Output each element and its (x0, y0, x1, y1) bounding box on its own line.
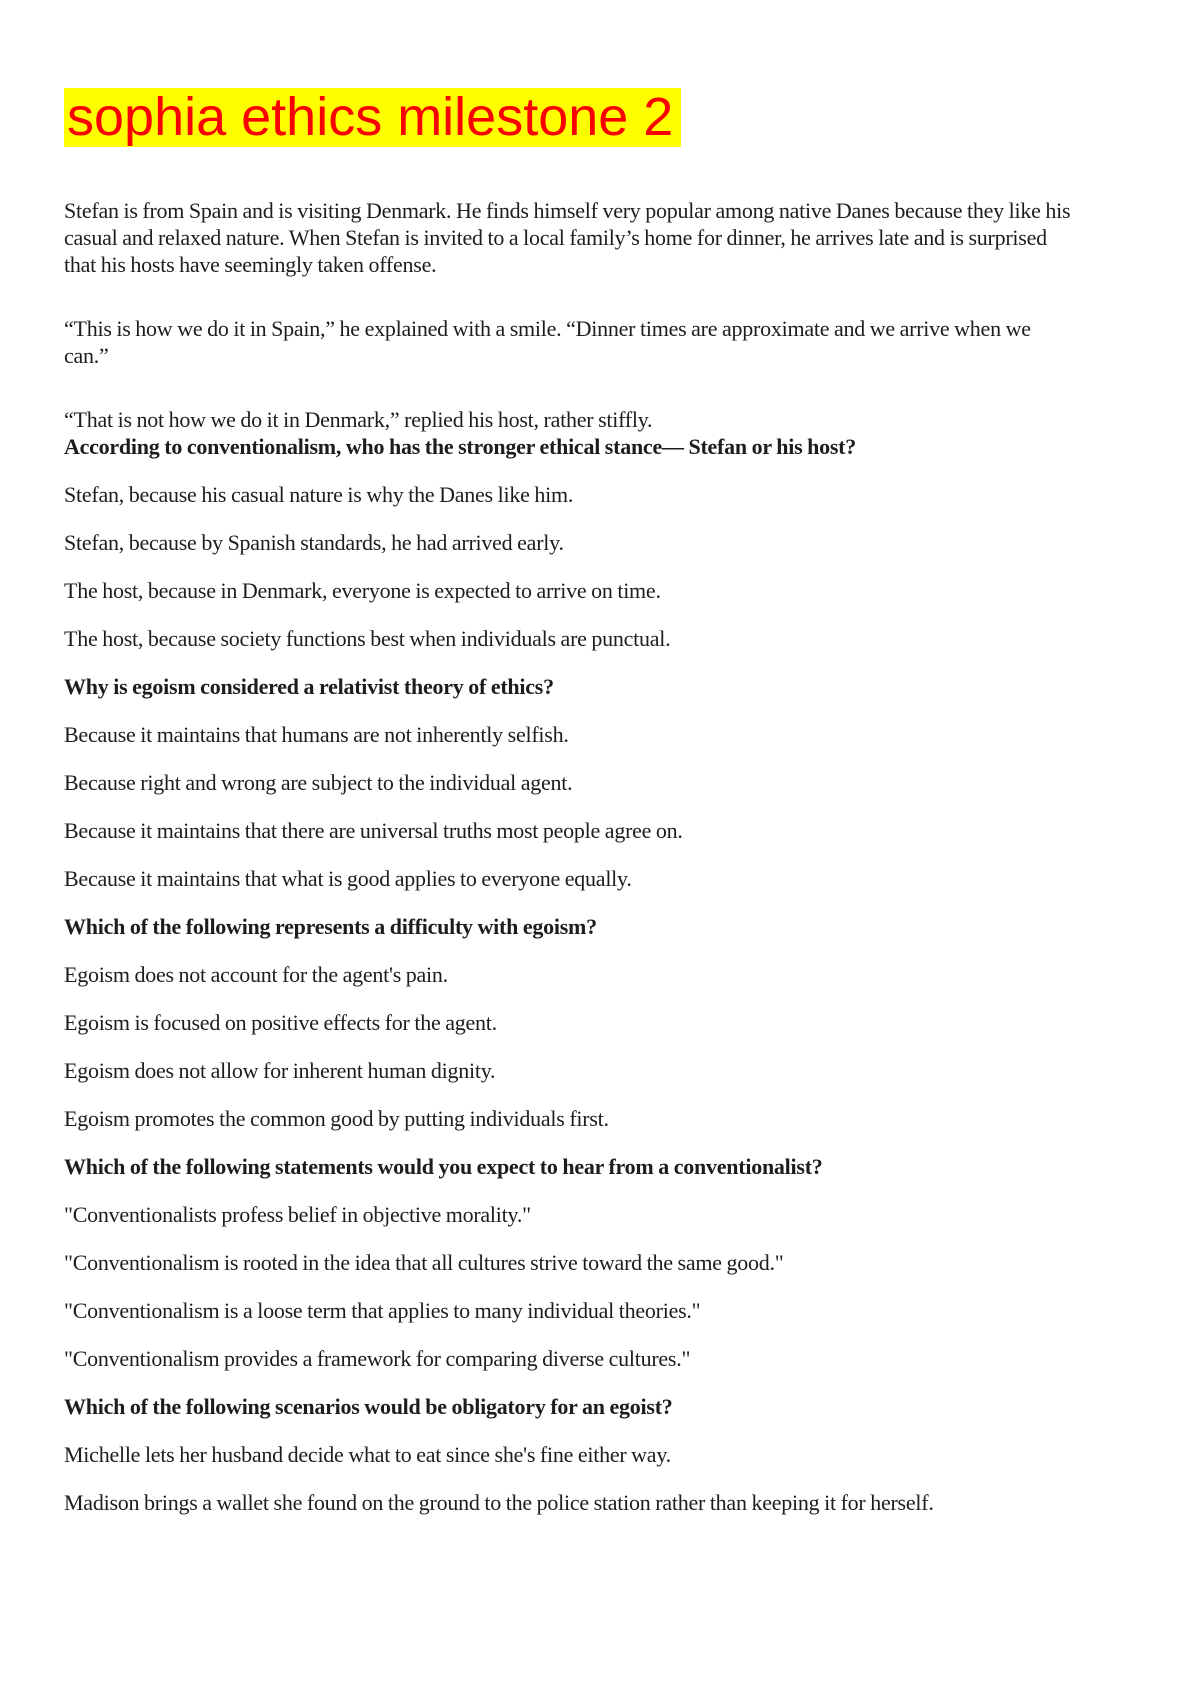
question-text: Which of the following scenarios would be obligatory for an egoist? (64, 1394, 673, 1419)
question-block-5 (64, 1393, 1074, 1516)
question-text: Which of the following represents a difficulty with egoism? (64, 914, 597, 939)
answer-option: Because right and wrong are subject to the individual agent. (64, 770, 573, 795)
question-text: Which of the following statements would you expect to hear from a conventionalist? (64, 1154, 823, 1179)
answer-option: Stefan, because by Spanish standards, he had arrived early. (64, 530, 564, 555)
question-text: According to conventionalism, who has the stronger ethical stance— Stefan or his host? (64, 434, 856, 459)
question-block-3 (64, 913, 1074, 1132)
question-block-4 (64, 1153, 1074, 1372)
page-title-highlighted-text: sophia ethics milestone 2 (64, 88, 681, 147)
answer-option: Stefan, because his casual nature is why the Danes like him. (64, 482, 574, 507)
answer-option: Because it maintains that there are universal truths most people agree on. (64, 818, 683, 843)
scenario-paragraph-3: “That is not how we do it in Denmark,” replied his host, rather stiffly. (64, 407, 653, 432)
answer-option: Egoism does not allow for inherent human dignity. (64, 1058, 496, 1083)
answer-option: Because it maintains that humans are not inherently selfish. (64, 722, 569, 747)
answer-option: Michelle lets her husband decide what to eat since she's fine either way. (64, 1442, 671, 1467)
document-content (64, 88, 1074, 1516)
scenario-paragraph-1: Stefan is from Spain and is visiting Denmark. He finds himself very popular among native Danes because they like his casual and relaxed nature. When Stefan is invited to a local family’s home for dinner, he arrives late and is surprised that his hosts have seemingly taken offense. (64, 198, 1071, 277)
question-block-2 (64, 673, 1074, 892)
answer-option: "Conventionalism is rooted in the idea that all cultures strive toward the same good." (64, 1250, 784, 1275)
question-text: Why is egoism considered a relativist theory of ethics? (64, 674, 554, 699)
answer-option: Egoism is focused on positive effects for the agent. (64, 1010, 497, 1035)
answer-option: The host, because in Denmark, everyone is expected to arrive on time. (64, 578, 661, 603)
scenario-intro (64, 197, 1074, 433)
answer-option: The host, because society functions best when individuals are punctual. (64, 626, 671, 651)
answer-option: "Conventionalism provides a framework for comparing diverse cultures." (64, 1346, 691, 1371)
question-block-1 (64, 433, 1074, 652)
answer-option: Madison brings a wallet she found on the ground to the police station rather than keeping it for herself. (64, 1490, 934, 1515)
scenario-paragraph-2: “This is how we do it in Spain,” he explained with a smile. “Dinner times are approximate and we arrive when we can.” (64, 316, 1031, 368)
answer-option: Egoism promotes the common good by putting individuals first. (64, 1106, 609, 1131)
page-title (64, 88, 1074, 147)
answer-option: Egoism does not account for the agent's pain. (64, 962, 448, 987)
answer-option: Because it maintains that what is good applies to everyone equally. (64, 866, 632, 891)
answer-option: "Conventionalism is a loose term that applies to many individual theories." (64, 1298, 701, 1323)
answer-option: "Conventionalists profess belief in objective morality." (64, 1202, 531, 1227)
